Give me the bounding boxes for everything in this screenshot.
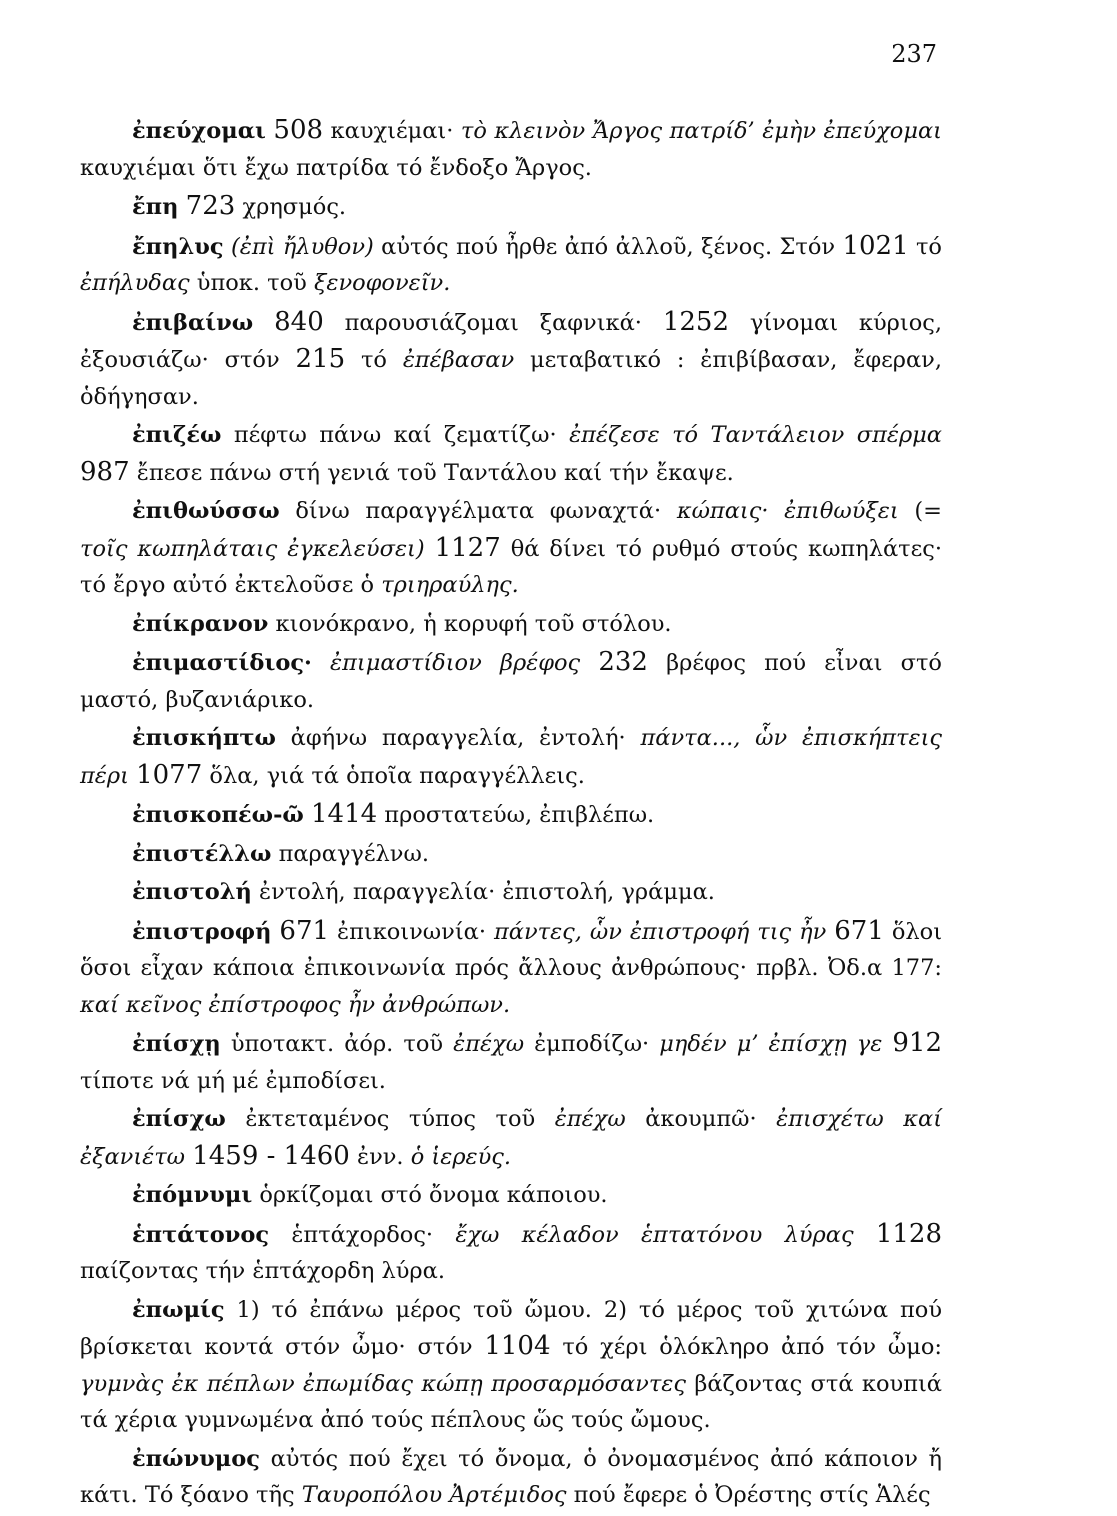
definition-text: αὐτός πού ἦρθε ἀπό ἀλλοῦ, ξένος. Στόν <box>373 233 843 260</box>
line-number: 1128 <box>875 1218 943 1249</box>
glossary-entry <box>80 188 942 226</box>
quotation: ἐπισχέτω καί ἐξανιέτω <box>80 1106 943 1170</box>
quotation: μηδέν μ’ ἐπίσχῃ γε <box>659 1031 883 1057</box>
definition-text: αὐτός πού ἔχει τό ὄνομα, ὁ ὀνομασμένος ἀπό κάποιον ἤ κάτι. Τό ξόανο τῆς <box>80 1445 942 1508</box>
quotation: ἐπέβασαν <box>402 347 515 373</box>
quotation: ξενοφονεῖν. <box>313 270 451 296</box>
definition-text <box>854 1222 876 1248</box>
definition-text: ἐκτεταμένος τύπος τοῦ <box>225 1106 555 1132</box>
quotation: ἐπέχω <box>453 1031 525 1057</box>
headword: ἔπηλυς <box>132 233 224 260</box>
line-number: 987 <box>80 456 130 487</box>
glossary-entry <box>80 112 942 186</box>
quotation: Ταυροπόλου Ἀρτέμιδος <box>301 1482 567 1508</box>
quotation: κώπαις· ἐπιθωύξει <box>676 498 899 524</box>
headword: ἐπίσχῃ <box>132 1031 221 1057</box>
definition-text: πού ἔφερε ὁ Ὀρέστης στίς Ἁλές <box>566 1482 931 1508</box>
glossary-entry <box>80 304 942 416</box>
definition-text: ὑποτακτ. ἀόρ. τοῦ <box>220 1031 454 1057</box>
glossary-entry <box>80 493 942 604</box>
glossary-entry <box>80 1177 942 1214</box>
definition-text: γίνομαι κύριος, ἐξουσιάζω· στόν <box>80 309 943 373</box>
quotation: τριηραύλης. <box>381 572 519 598</box>
quotation: (ἐπὶ ἤλυθον) <box>230 233 374 260</box>
quotation: ἐπήλυδας <box>80 270 190 296</box>
definition-text: τίποτε νά μή μέ ἐμποδίσει. <box>80 1067 386 1094</box>
definition-text: ἐνν. <box>349 1143 411 1170</box>
definition-text: καυχιέμαι ὅτι ἔχω πατρίδα τό ἔνδοξο Ἄργος. <box>80 154 592 181</box>
line-number: 1459 - 1460 <box>192 1140 350 1171</box>
quotation: ἐπέζεσε τό Ταντάλειον σπέρμα <box>569 422 942 448</box>
definition-text <box>253 310 274 336</box>
headword: ἐπιμαστίδιος· <box>132 650 312 676</box>
definition-text: ὅλα, γιά τά ὁποῖα παραγγέλλεις. <box>202 762 585 789</box>
line-number: 1104 <box>484 1331 551 1361</box>
quotation: γυμνὰς ἐκ πέπλων ἐπωμίδας κώπῃ προσαρμόσαντες <box>80 1370 686 1397</box>
line-number: 232 <box>598 647 648 677</box>
quotation: ἐπέχω <box>554 1106 626 1132</box>
definition-text: ὁρκίζομαι στό ὄνομα κάποιου. <box>252 1182 608 1208</box>
line-number: 723 <box>185 191 236 221</box>
definition-text <box>179 194 186 220</box>
quotation: πάντα..., ὧν ἐπισκήπτεις πέρι <box>80 725 942 789</box>
definition-text: (= <box>898 498 942 524</box>
headword: ἐπιστολή <box>132 879 252 905</box>
line-number: 671 <box>834 915 884 946</box>
line-number: 1077 <box>136 759 203 790</box>
definition-text: ἑπτάχορδος· <box>269 1221 456 1248</box>
definition-text: παρουσιάζομαι ξαφνικά· <box>323 309 663 336</box>
definition-text: βρέφος πού εἶναι στό μαστό, βυζανιάρικο. <box>80 650 942 713</box>
line-number: 1127 <box>434 532 501 563</box>
definition-text: κιονόκρανο, ἡ κορυφή τοῦ στόλου. <box>268 610 672 637</box>
glossary-entry <box>80 1216 942 1290</box>
definition-text: ἔπεσε πάνω στή γενιά τοῦ Ταντάλου καί τήν ἔκαψε. <box>129 459 734 486</box>
line-number: 1252 <box>662 306 730 337</box>
definition-text: παραγγέλνω. <box>271 840 429 867</box>
definition-text: πέφτω πάνω καί ζεματίζω· <box>221 422 570 448</box>
quotation: ὁ ἱερεύς. <box>410 1143 512 1170</box>
headword: ἐπιζέω <box>132 422 222 448</box>
definition-text <box>224 234 231 260</box>
definition-text <box>580 650 598 676</box>
definition-text: θά δίνει τό ρυθμό στούς κωπηλάτες· τό ἔργο αὐτό ἐκτελοῦσε ὁ <box>80 535 943 598</box>
line-number: 1021 <box>842 230 909 261</box>
headword: ἑπτάτονος <box>132 1221 270 1248</box>
quotation: καί κεῖνος ἐπίστροφος ἦν ἀνθρώπων. <box>80 991 511 1018</box>
quotation: τοῖς κωπηλάταις ἐγκελεύσει) <box>80 535 425 562</box>
headword: ἐπόμνυμι <box>132 1182 253 1208</box>
glossary-entry <box>80 228 942 302</box>
headword: ἐπιβαίνω <box>132 309 254 336</box>
definition-text <box>129 763 136 789</box>
headword: ἐπιθωύσσω <box>132 498 280 524</box>
definition-text: μεταβατικό : ἐπιβίβασαν, ἔφεραν, ὁδήγησαν. <box>80 347 942 410</box>
line-number: 215 <box>295 344 346 374</box>
definition-text <box>425 536 435 562</box>
glossary-entry <box>80 417 942 491</box>
line-number: 912 <box>892 1028 942 1058</box>
headword: ἐπωμίς <box>132 1296 225 1323</box>
definition-text: ὑποκ. τοῦ <box>189 270 314 296</box>
definition-text <box>304 802 311 828</box>
glossary-body <box>80 112 942 1516</box>
quotation: τὸ κλεινὸν Ἄργος πατρίδ’ ἐμὴν ἐπεύχομαι <box>460 118 942 144</box>
definition-text: ἐντολή, παραγγελία· ἐπιστολή, γράμμα. <box>251 879 715 905</box>
definition-text: ἐπικοινωνία· <box>329 918 494 945</box>
glossary-entry <box>80 836 942 873</box>
quotation: πάντες, ὧν ἐπιστροφή τις ἦν <box>493 918 827 945</box>
headword: ἐπισκοπέω-ῶ <box>132 802 304 828</box>
glossary-entry <box>80 720 942 794</box>
headword: ἐπίσχω <box>132 1106 226 1132</box>
definition-text <box>882 1031 892 1057</box>
glossary-entry <box>80 644 942 718</box>
glossary-entry <box>80 913 942 1024</box>
definition-text: ἀκουμπῶ· <box>625 1106 777 1132</box>
quotation: ἔχω κέλαδον ἑπτατόνου λύρας <box>455 1221 854 1248</box>
quotation: ἐπιμαστίδιον βρέφος <box>330 650 581 676</box>
glossary-entry <box>80 1292 942 1439</box>
definition-text: χρησμός. <box>235 194 347 220</box>
glossary-entry <box>80 796 942 834</box>
definition-text: δίνω παραγγέλματα φωναχτά· <box>279 498 677 524</box>
definition-text: ἐμποδίζω· <box>524 1031 660 1057</box>
definition-text <box>312 650 330 676</box>
definition-text: τό χέρι ὁλόκληρο ἀπό τόν ὦμο: <box>550 1334 942 1360</box>
headword: ἐπίκρανον <box>132 610 269 637</box>
line-number: 1414 <box>310 799 378 829</box>
headword: ἐπεύχομαι <box>132 118 266 144</box>
headword: ἔπη <box>132 194 179 220</box>
definition-text: προστατεύω, ἐπιβλέπω. <box>377 802 655 828</box>
line-number: 671 <box>279 915 330 946</box>
definition-text: βάζοντας στά κουπιά τά χέρια γυμνωμένα ἀπό τούς πέπλους ὥς τούς ὤμους. <box>80 1370 942 1433</box>
definition-text: ὅλοι ὅσοι εἶχαν κάποια ἐπικοινωνία πρός ἄλλους ἀνθρώπους· πρβλ. Ὀδ.α 177: <box>80 918 943 981</box>
definition-text: τό <box>908 233 942 260</box>
line-number: 840 <box>274 306 324 337</box>
page-number: 237 <box>891 40 937 68</box>
headword: ἐπώνυμος <box>132 1445 260 1472</box>
definition-text: καυχιέμαι· <box>323 118 461 144</box>
glossary-entry <box>80 1101 942 1175</box>
glossary-entry <box>80 1025 942 1099</box>
definition-text: ἀφήνω παραγγελία, ἐντολή· <box>275 725 641 751</box>
glossary-entry <box>80 606 942 643</box>
line-number: 508 <box>273 115 324 145</box>
definition-text: παίζοντας τήν ἑπτάχορδη λύρα. <box>80 1258 445 1284</box>
definition-text: τό <box>345 347 403 373</box>
headword: ἐπιστέλλω <box>132 840 272 867</box>
glossary-entry <box>80 874 942 911</box>
glossary-entry <box>80 1441 942 1514</box>
headword: ἐπισκήπτω <box>132 725 276 751</box>
definition-text: 1) τό ἐπάνω μέρος τοῦ ὤμου. 2) τό μέρος τοῦ χιτώνα πού βρίσκεται κοντά στόν ὦμο· στόν <box>80 1296 942 1360</box>
headword: ἐπιστροφή <box>132 918 272 945</box>
